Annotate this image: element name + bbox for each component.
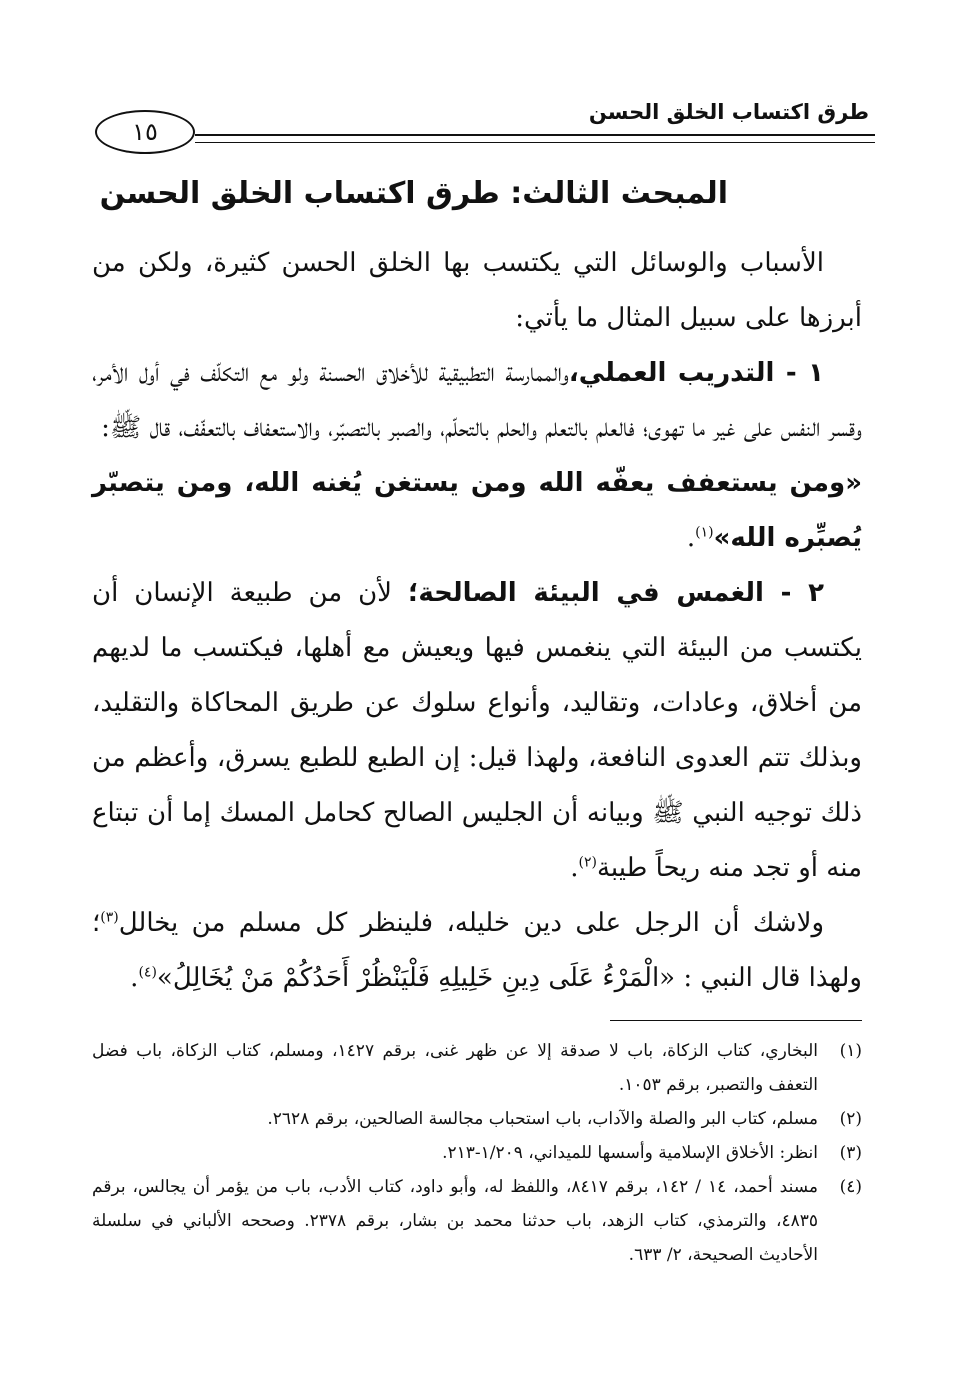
footnote-ref-3[interactable]: (٣) bbox=[100, 909, 119, 926]
paragraph-lead-training: ١ - التدريب العملي، bbox=[568, 358, 825, 388]
paragraph-lead-environment: ٢ - الغمس في البيئة الصالحة؛ bbox=[407, 578, 825, 608]
footnote-number: (١) bbox=[839, 1041, 862, 1061]
page-number-oval bbox=[95, 110, 195, 154]
paragraph-companion bbox=[92, 896, 862, 1006]
footnote-text: البخاري، كتاب الزكاة، باب لا صدقة إلا عن ظهر غنى، برقم ١٤٢٧، ومسلم، كتاب الزكاة، باب فضل التعفف والتصبر، برقم ١٠٥٣. bbox=[92, 1041, 818, 1095]
running-header bbox=[95, 100, 875, 162]
section-heading: المبحث الثالث: طرق اكتساب الخلق الحسن bbox=[99, 176, 728, 211]
intro-paragraph: الأسباب والوسائل التي يكتسب بها الخلق الحسن كثيرة، ولكن من أبرزها على سبيل المثال ما يأتي: bbox=[92, 248, 862, 333]
paragraph-end-environment: . bbox=[570, 853, 579, 883]
footnote-number: (٣) bbox=[839, 1143, 862, 1163]
body-text bbox=[92, 236, 862, 1006]
footnote-item bbox=[92, 1170, 862, 1272]
paragraph-end-companion: . bbox=[130, 963, 139, 993]
footnote-item bbox=[92, 1136, 862, 1170]
footnotes bbox=[92, 1034, 862, 1272]
running-header-title: طرق اكتساب الخلق الحسن bbox=[583, 100, 869, 124]
header-rule bbox=[195, 134, 875, 143]
hadith-quote-istifaf: «ومن يستعفف يعفّه الله ومن يستغن يُغنه الله، ومن يتصبّر يُصبِّره الله» bbox=[92, 468, 862, 553]
footnote-text: مسلم، كتاب البر والصلة والآداب، باب استحباب مجالسة الصالحين، برقم ٢٦٢٨. bbox=[267, 1109, 818, 1129]
footnote-item bbox=[92, 1102, 862, 1136]
footnote-item bbox=[92, 1034, 862, 1102]
paragraph-practical-training bbox=[92, 346, 862, 566]
footnote-ref-1[interactable]: (١) bbox=[695, 524, 714, 541]
footnote-ref-2[interactable]: (٢) bbox=[578, 854, 597, 871]
page-number: ١٥ bbox=[132, 118, 158, 146]
paragraph-text-companion-2: ؛ ولهذا قال النبي : «الْمَرْءُ عَلَى دِينِ خَلِيلِهِ فَلْيَنْظُرْ أَحَدُكُمْ مَنْ يُخَالِلُ» bbox=[92, 908, 862, 993]
footnote-number: (٤) bbox=[839, 1177, 862, 1197]
paragraph-text-training: والممارسة التطبيقية للأخلاق الحسنة ولو مع التكلّف في أول الأمر، وقسر النفس على غير ما تهوى؛ فالعلم بالتعلم والحلم بالتحلّم، والصبر بالتصبّر، والاستعفاف بالتعفّف، قال ﷺ: bbox=[92, 358, 862, 443]
paragraph-text-companion-1: ولاشك أن الرجل على دين خليله، فلينظر كل مسلم من يخالل bbox=[118, 908, 824, 938]
footnote-ref-4[interactable]: (٤) bbox=[138, 964, 157, 981]
footnote-text: مسند أحمد، ١٤ / ١٤٢، برقم ٨٤١٧، واللفظ له، وأبو داود، كتاب الأدب، باب من يؤمر أن يجالس، برقم ٤٨٣٥، والترمذي، كتاب الزهد، باب حدثنا محمد بن بشار، برقم ٢٣٧٨. وصححه الألباني في سلسلة الأحاديث الصحيحة، ٢/ ٦٣٣. bbox=[92, 1177, 819, 1265]
paragraph-text-environment: لأن من طبيعة الإنسان أن يكتسب من البيئة التي ينغمس فيها ويعيش مع أهلها، فيكتسب ما لديهم من أخلاق، وعادات، وتقاليد، وأنواع سلوك عن طريق المحاكاة والتقليد، وبذلك تتم العدوى النافعة، ولهذا قيل: إن الطبع للطبع يسرق، وأعظم من ذلك توجيه النبي ﷺ وبيانه أن الجليس الصالح كحامل المسك إما أن تبتاع منه أو تجد منه ريحاً طيبة bbox=[92, 578, 862, 883]
footnote-separator bbox=[610, 1020, 862, 1021]
paragraph-end-training: . bbox=[686, 523, 696, 553]
footnote-text: انظر: الأخلاق الإسلامية وأسسها للميداني، ١/٢٠٩-٢١٣. bbox=[442, 1143, 818, 1163]
footnote-number: (٢) bbox=[839, 1109, 862, 1129]
paragraph-good-environment bbox=[92, 566, 862, 896]
